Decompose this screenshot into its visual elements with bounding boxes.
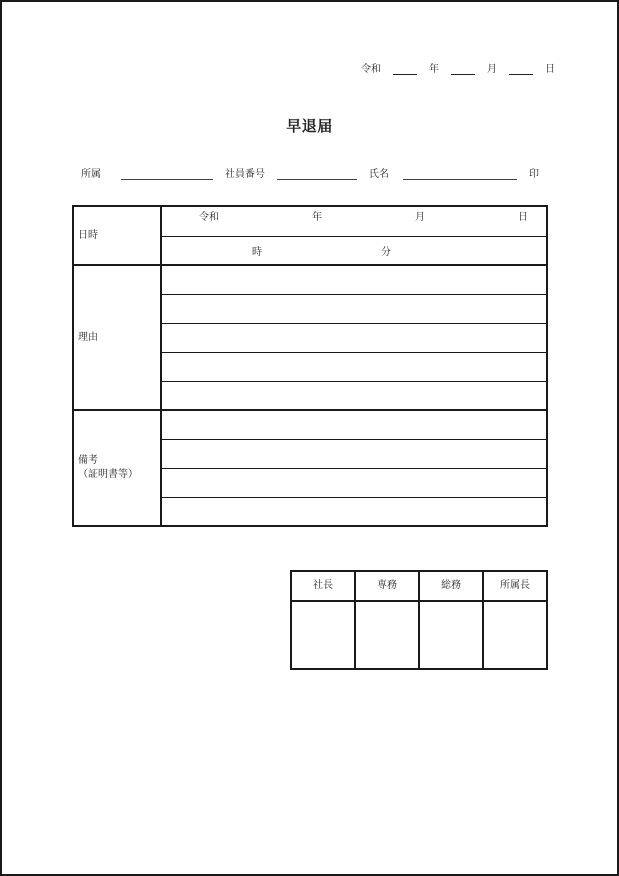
- form-minute: 分: [381, 246, 391, 258]
- date-cell[interactable]: [161, 206, 547, 236]
- submission-date-line: [355, 60, 561, 75]
- applicant-info-line: [81, 165, 541, 180]
- form-date-era: 令和: [199, 211, 219, 223]
- name-label: 氏名: [369, 169, 389, 180]
- form-hour: 時: [252, 246, 262, 258]
- reason-line[interactable]: [161, 352, 547, 381]
- reason-label: 理由: [73, 265, 161, 410]
- datetime-label: 日時: [73, 206, 161, 265]
- remarks-title: 備考: [78, 455, 98, 466]
- date-year-label: 年: [429, 64, 439, 75]
- employee-no-blank[interactable]: [277, 168, 357, 180]
- approval-header-president: 社長: [291, 571, 355, 601]
- form-date-year: 年: [312, 211, 322, 223]
- reason-line[interactable]: [161, 323, 547, 352]
- remarks-line[interactable]: [161, 497, 547, 526]
- page-title: 早退届: [286, 117, 333, 135]
- employee-no-label: 社員番号: [225, 169, 265, 180]
- approval-stamp-president[interactable]: [291, 601, 355, 669]
- department-blank[interactable]: [121, 168, 213, 180]
- approval-header-senior-director: 専務: [355, 571, 419, 601]
- approval-stamp-general-affairs[interactable]: [419, 601, 483, 669]
- date-month-label: 月: [487, 64, 497, 75]
- time-cell[interactable]: [161, 236, 547, 265]
- remarks-line[interactable]: [161, 439, 547, 468]
- reason-line[interactable]: [161, 265, 547, 294]
- remarks-subtitle: （証明書等）: [78, 469, 138, 480]
- approval-stamp-table: [290, 570, 548, 670]
- remarks-line[interactable]: [161, 468, 547, 497]
- early-leave-form-table: [72, 205, 548, 527]
- day-blank[interactable]: [509, 63, 533, 75]
- reason-line[interactable]: [161, 294, 547, 323]
- approval-stamp-senior-director[interactable]: [355, 601, 419, 669]
- reason-line[interactable]: [161, 381, 547, 410]
- approval-header-dept-manager: 所属長: [483, 571, 547, 601]
- remarks-line[interactable]: [161, 410, 547, 439]
- form-date-day: 日: [518, 211, 528, 223]
- name-blank[interactable]: [403, 168, 517, 180]
- approval-stamp-dept-manager[interactable]: [483, 601, 547, 669]
- date-day-label: 日: [545, 64, 555, 75]
- seal-label: 印: [529, 169, 539, 180]
- date-era: 令和: [361, 64, 381, 75]
- month-blank[interactable]: [451, 63, 475, 75]
- approval-header-general-affairs: 総務: [419, 571, 483, 601]
- department-label: 所属: [81, 169, 101, 180]
- year-blank[interactable]: [393, 63, 417, 75]
- form-date-month: 月: [415, 211, 425, 223]
- remarks-label: [73, 410, 161, 526]
